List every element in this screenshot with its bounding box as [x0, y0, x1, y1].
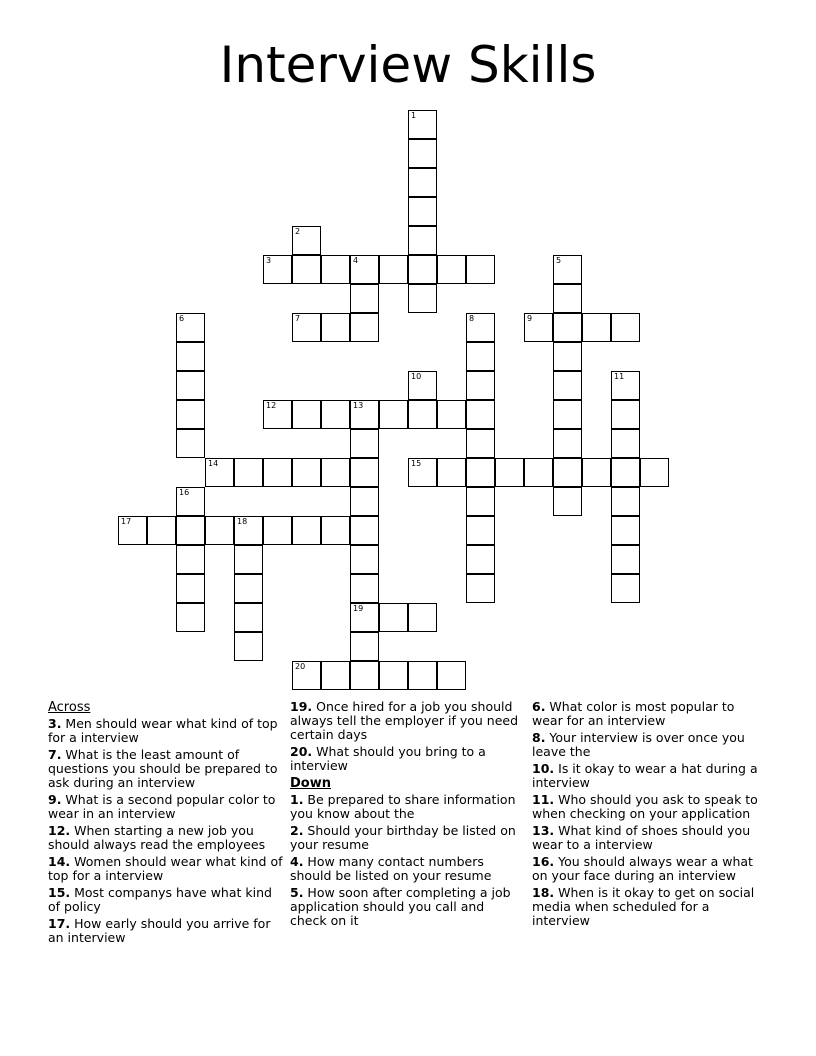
grid-cell[interactable] — [176, 400, 205, 429]
grid-cell[interactable] — [553, 371, 582, 400]
clue-item — [290, 855, 524, 883]
clue-number: 15 — [411, 459, 422, 468]
grid-cell[interactable] — [611, 545, 640, 574]
grid-cell[interactable] — [350, 255, 379, 284]
grid-cell[interactable] — [147, 516, 176, 545]
clue-item-text: What is the least amount of questions you should be prepared to ask during an interview — [48, 747, 278, 790]
grid-cell[interactable] — [379, 255, 408, 284]
grid-cell[interactable] — [437, 458, 466, 487]
grid-cell[interactable] — [437, 400, 466, 429]
clue-number: 11 — [614, 372, 625, 381]
grid-cell[interactable] — [466, 255, 495, 284]
grid-cell[interactable] — [466, 516, 495, 545]
clue-number: 14 — [208, 459, 219, 468]
grid-cell[interactable] — [176, 429, 205, 458]
clue-item — [290, 700, 524, 742]
clue-item-text: When is it okay to get on social media when scheduled for a interview — [532, 885, 755, 928]
clue-item-number: 20. — [290, 744, 313, 759]
grid-cell[interactable] — [118, 516, 147, 545]
clue-item — [48, 824, 284, 852]
clue-item — [532, 762, 768, 790]
grid-cell[interactable] — [350, 313, 379, 342]
clue-item-text: You should always wear a what on your face during an interview — [532, 854, 753, 883]
grid-cell[interactable] — [553, 342, 582, 371]
clue-item-number: 14. — [48, 854, 71, 869]
clue-number: 5 — [556, 256, 562, 265]
clue-number: 3 — [266, 256, 272, 265]
grid-cell[interactable] — [321, 458, 350, 487]
clue-item-number: 17. — [48, 916, 71, 931]
clue-number: 19 — [353, 604, 364, 613]
page-title: Interview Skills — [219, 36, 597, 94]
clue-item — [532, 855, 768, 883]
grid-cell[interactable] — [408, 255, 437, 284]
clue-item-text: What is a second popular color to wear in an interview — [48, 792, 276, 821]
grid-cell[interactable] — [466, 313, 495, 342]
clue-item-text: How early should you arrive for an interview — [48, 916, 271, 945]
clue-item-number: 4. — [290, 854, 304, 869]
grid-cell[interactable] — [611, 371, 640, 400]
grid-cell[interactable] — [611, 458, 640, 487]
clue-item-text: Women should wear what kind of top for a interview — [48, 854, 283, 883]
clue-number: 1 — [411, 111, 417, 120]
grid-cell[interactable] — [321, 400, 350, 429]
grid-cell[interactable] — [263, 458, 292, 487]
grid-cell[interactable] — [408, 226, 437, 255]
clue-item — [532, 700, 768, 728]
grid-cell[interactable] — [234, 458, 263, 487]
clues-column-1 — [48, 700, 284, 948]
grid-cell[interactable] — [466, 429, 495, 458]
grid-cell[interactable] — [292, 661, 321, 690]
grid-cell[interactable] — [408, 458, 437, 487]
clue-item-number: 5. — [290, 885, 304, 900]
grid-cell[interactable] — [350, 603, 379, 632]
clue-item-text: Be prepared to share information you know about the — [290, 792, 516, 821]
clue-item — [48, 917, 284, 945]
grid-cell[interactable] — [205, 458, 234, 487]
grid-cell[interactable] — [350, 574, 379, 603]
clue-item — [290, 793, 524, 821]
clue-item — [48, 793, 284, 821]
grid-cell[interactable] — [292, 255, 321, 284]
clue-number: 17 — [121, 517, 132, 526]
grid-cell[interactable] — [408, 139, 437, 168]
clue-item — [290, 886, 524, 928]
grid-cell[interactable] — [553, 400, 582, 429]
clue-item-text: Once hired for a job you should always tell the employer if you need certain days — [290, 699, 519, 742]
across-heading: Across — [48, 700, 91, 715]
clue-item-number: 16. — [532, 854, 555, 869]
grid-cell[interactable] — [466, 574, 495, 603]
clue-item-text: Most companys have what kind of policy — [48, 885, 272, 914]
grid-cell[interactable] — [582, 313, 611, 342]
grid-cell[interactable] — [350, 661, 379, 690]
grid-cell[interactable] — [176, 342, 205, 371]
grid-cell[interactable] — [350, 400, 379, 429]
grid-cell[interactable] — [553, 284, 582, 313]
clue-item-text: Should your birthday be listed on your resume — [290, 823, 516, 852]
clue-item-text: What kind of shoes should you wear to a interview — [532, 823, 751, 852]
grid-cell[interactable] — [582, 458, 611, 487]
grid-cell[interactable] — [553, 458, 582, 487]
grid-cell[interactable] — [437, 255, 466, 284]
grid-cell[interactable] — [321, 255, 350, 284]
grid-cell[interactable] — [553, 487, 582, 516]
clue-item-text: Who should you ask to speak to when checking on your application — [532, 792, 758, 821]
clue-item — [532, 793, 768, 821]
grid-cell[interactable] — [176, 603, 205, 632]
clue-item-number: 13. — [532, 823, 555, 838]
grid-cell[interactable] — [553, 255, 582, 284]
grid-cell[interactable] — [176, 371, 205, 400]
clue-item-text: What color is most popular to wear for an interview — [532, 699, 735, 728]
clues-column-3 — [532, 700, 768, 931]
grid-cell[interactable] — [408, 284, 437, 313]
clue-number: 12 — [266, 401, 277, 410]
grid-cell[interactable] — [553, 429, 582, 458]
down-heading: Down — [290, 776, 331, 791]
clue-item-number: 18. — [532, 885, 555, 900]
clue-number: 7 — [295, 314, 301, 323]
clue-number: 9 — [527, 314, 533, 323]
grid-cell[interactable] — [176, 516, 205, 545]
grid-cell[interactable] — [321, 661, 350, 690]
grid-cell[interactable] — [408, 661, 437, 690]
grid-cell[interactable] — [611, 429, 640, 458]
grid-cell[interactable] — [234, 516, 263, 545]
clue-item — [48, 855, 284, 883]
grid-cell[interactable] — [350, 487, 379, 516]
clue-item-number: 10. — [532, 761, 555, 776]
clues-column-2 — [290, 700, 524, 931]
grid-cell[interactable] — [350, 429, 379, 458]
grid-cell[interactable] — [408, 603, 437, 632]
grid-cell[interactable] — [611, 574, 640, 603]
grid-cell[interactable] — [350, 284, 379, 313]
clue-item-text: How many contact numbers should be listed on your resume — [290, 854, 492, 883]
grid-cell[interactable] — [321, 516, 350, 545]
grid-cell[interactable] — [466, 342, 495, 371]
clue-item — [48, 717, 284, 745]
grid-cell[interactable] — [408, 197, 437, 226]
clue-item — [290, 824, 524, 852]
grid-cell[interactable] — [292, 226, 321, 255]
grid-cell[interactable] — [379, 603, 408, 632]
grid-cell[interactable] — [466, 545, 495, 574]
grid-cell[interactable] — [495, 458, 524, 487]
clue-item-number: 11. — [532, 792, 555, 807]
grid-cell[interactable] — [350, 458, 379, 487]
grid-cell[interactable] — [379, 661, 408, 690]
clue-number: 13 — [353, 401, 364, 410]
clue-number: 8 — [469, 314, 475, 323]
grid-cell[interactable] — [350, 632, 379, 661]
grid-cell[interactable] — [611, 400, 640, 429]
clue-number: 18 — [237, 517, 248, 526]
clue-item-number: 8. — [532, 730, 546, 745]
grid-cell[interactable] — [234, 603, 263, 632]
grid-cell[interactable] — [408, 168, 437, 197]
clue-item-text: When starting a new job you should always read the employees — [48, 823, 266, 852]
grid-cell[interactable] — [553, 313, 582, 342]
grid-cell[interactable] — [176, 545, 205, 574]
clue-item-text: What should you bring to a interview — [290, 744, 486, 773]
grid-cell[interactable] — [379, 400, 408, 429]
clue-item-number: 2. — [290, 823, 304, 838]
clue-item-text: How soon after completing a job application should you call and check on it — [290, 885, 511, 928]
grid-cell[interactable] — [350, 516, 379, 545]
grid-cell[interactable] — [611, 487, 640, 516]
grid-cell[interactable] — [466, 400, 495, 429]
grid-cell[interactable] — [408, 371, 437, 400]
clue-number: 16 — [179, 488, 190, 497]
grid-cell[interactable] — [205, 516, 234, 545]
clue-item — [532, 731, 768, 759]
grid-cell[interactable] — [640, 458, 669, 487]
clue-item-number: 3. — [48, 716, 62, 731]
clue-item — [290, 745, 524, 773]
clue-number: 20 — [295, 662, 306, 671]
grid-cell[interactable] — [234, 574, 263, 603]
grid-cell[interactable] — [292, 400, 321, 429]
grid-cell[interactable] — [611, 516, 640, 545]
clue-number: 6 — [179, 314, 185, 323]
clue-item-text: Men should wear what kind of top for a interview — [48, 716, 278, 745]
clue-item-number: 15. — [48, 885, 71, 900]
grid-cell[interactable] — [234, 545, 263, 574]
grid-cell[interactable] — [350, 545, 379, 574]
grid-cell[interactable] — [611, 313, 640, 342]
grid-cell[interactable] — [176, 313, 205, 342]
clue-number: 4 — [353, 256, 359, 265]
clue-item — [48, 886, 284, 914]
clue-item-number: 19. — [290, 699, 313, 714]
clue-item-number: 1. — [290, 792, 304, 807]
clue-item-number: 9. — [48, 792, 62, 807]
grid-cell[interactable] — [524, 458, 553, 487]
clue-number: 2 — [295, 227, 301, 236]
grid-cell[interactable] — [234, 632, 263, 661]
grid-cell[interactable] — [437, 661, 466, 690]
clue-item — [532, 886, 768, 928]
clue-item-number: 6. — [532, 699, 546, 714]
clue-number: 10 — [411, 372, 422, 381]
clue-item-text: Your interview is over once you leave the — [532, 730, 745, 759]
grid-cell[interactable] — [292, 516, 321, 545]
grid-cell[interactable] — [408, 110, 437, 139]
grid-cell[interactable] — [263, 516, 292, 545]
clue-item — [48, 748, 284, 790]
clue-item-number: 12. — [48, 823, 71, 838]
grid-cell[interactable] — [292, 458, 321, 487]
grid-cell[interactable] — [466, 487, 495, 516]
grid-cell[interactable] — [524, 313, 553, 342]
grid-cell[interactable] — [321, 313, 350, 342]
grid-cell[interactable] — [263, 400, 292, 429]
grid-cell[interactable] — [466, 371, 495, 400]
grid-cell[interactable] — [408, 400, 437, 429]
clue-item-text: Is it okay to wear a hat during a interview — [532, 761, 758, 790]
grid-cell[interactable] — [176, 574, 205, 603]
grid-cell[interactable] — [263, 255, 292, 284]
clue-item — [532, 824, 768, 852]
grid-cell[interactable] — [466, 458, 495, 487]
grid-cell[interactable] — [176, 487, 205, 516]
grid-cell[interactable] — [292, 313, 321, 342]
clue-item-number: 7. — [48, 747, 62, 762]
